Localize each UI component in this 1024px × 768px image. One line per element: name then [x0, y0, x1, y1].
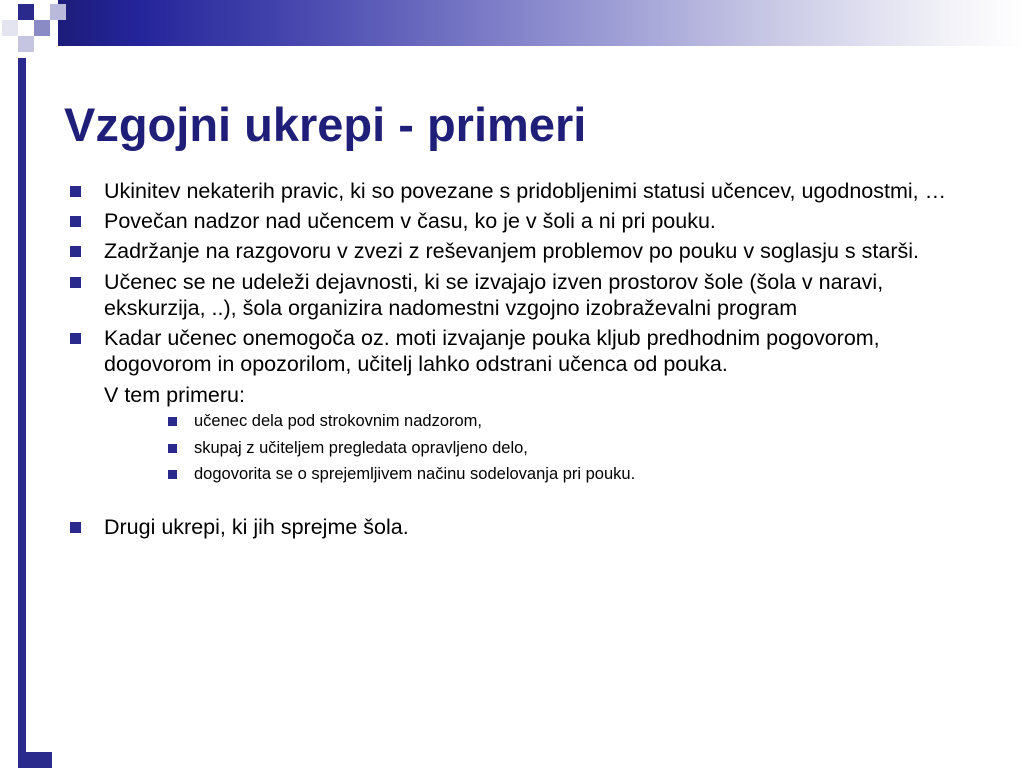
- square-bullet-icon: [70, 246, 81, 257]
- left-accent-foot: [18, 752, 52, 768]
- decorative-square-light-left: [2, 20, 18, 36]
- square-bullet-icon: [70, 216, 81, 227]
- square-bullet-icon: [168, 470, 177, 479]
- decorative-square-mid: [34, 20, 50, 36]
- list-item: [58, 208, 988, 234]
- list-item-text: Povečan nadzor nad učencem v času, ko je v šoli a ni pri pouku.: [104, 209, 716, 234]
- slide-body: [58, 178, 988, 544]
- sub-list-intro: V tem primeru:: [104, 382, 245, 407]
- list-item-text: Kadar učenec onemogoča oz. moti izvajanje pouka kljub predhodnim pogovorom, dogovorom in opozorilom, učitelj lahko odstrani učenca od pouka.: [104, 326, 880, 377]
- bullet-list-level1: [58, 178, 988, 378]
- list-item-text: Ukinitev nekaterih pravic, ki so povezane s pridobljenimi statusi učencev, ugodnostmi, …: [104, 179, 947, 203]
- list-item-text: dogovorita se o sprejemljivem načinu sodelovanja pri pouku.: [194, 465, 636, 484]
- list-item-text: Učenec se ne udeleži dejavnosti, ki se izvajajo izven prostorov šole (šola v naravi, ekskurzija, ..), šola organizira nadomestni vzgojno izobraževalni program: [104, 269, 884, 320]
- list-item-text: Zadržanje na razgovoru v zvezi z reševanjem problemov po pouku v soglasju s starši.: [104, 239, 919, 264]
- list-item: [162, 465, 988, 485]
- square-bullet-icon: [168, 444, 177, 453]
- list-item: [58, 178, 988, 204]
- list-item: [58, 238, 988, 264]
- list-item-text: Drugi ukrepi, ki jih sprejme šola.: [104, 515, 409, 540]
- decorative-square-pale: [18, 36, 34, 52]
- left-accent-rail: [18, 58, 26, 768]
- square-bullet-icon: [70, 522, 81, 533]
- decorative-square-light: [50, 4, 66, 20]
- slide-header-band: [0, 0, 1024, 58]
- decorative-square-dark: [18, 4, 34, 20]
- list-item-text: skupaj z učiteljem pregledata opravljeno delo,: [194, 438, 528, 457]
- spacer: [58, 492, 988, 514]
- square-bullet-icon: [70, 186, 81, 197]
- list-item: [162, 439, 988, 459]
- bullet-list-level1-tail: [58, 514, 988, 540]
- list-item-text: učenec dela pod strokovnim nadzorom,: [194, 411, 482, 430]
- list-item: [162, 412, 988, 432]
- list-item: [58, 269, 988, 321]
- header-gradient-bar: [58, 0, 1024, 46]
- list-item: [58, 514, 988, 540]
- page-title: Vzgojni ukrepi - primeri: [64, 98, 587, 152]
- bullet-list-level2: [58, 412, 988, 485]
- square-bullet-icon: [70, 333, 81, 344]
- list-item: [58, 325, 988, 377]
- square-bullet-icon: [70, 277, 81, 288]
- square-bullet-icon: [168, 417, 177, 426]
